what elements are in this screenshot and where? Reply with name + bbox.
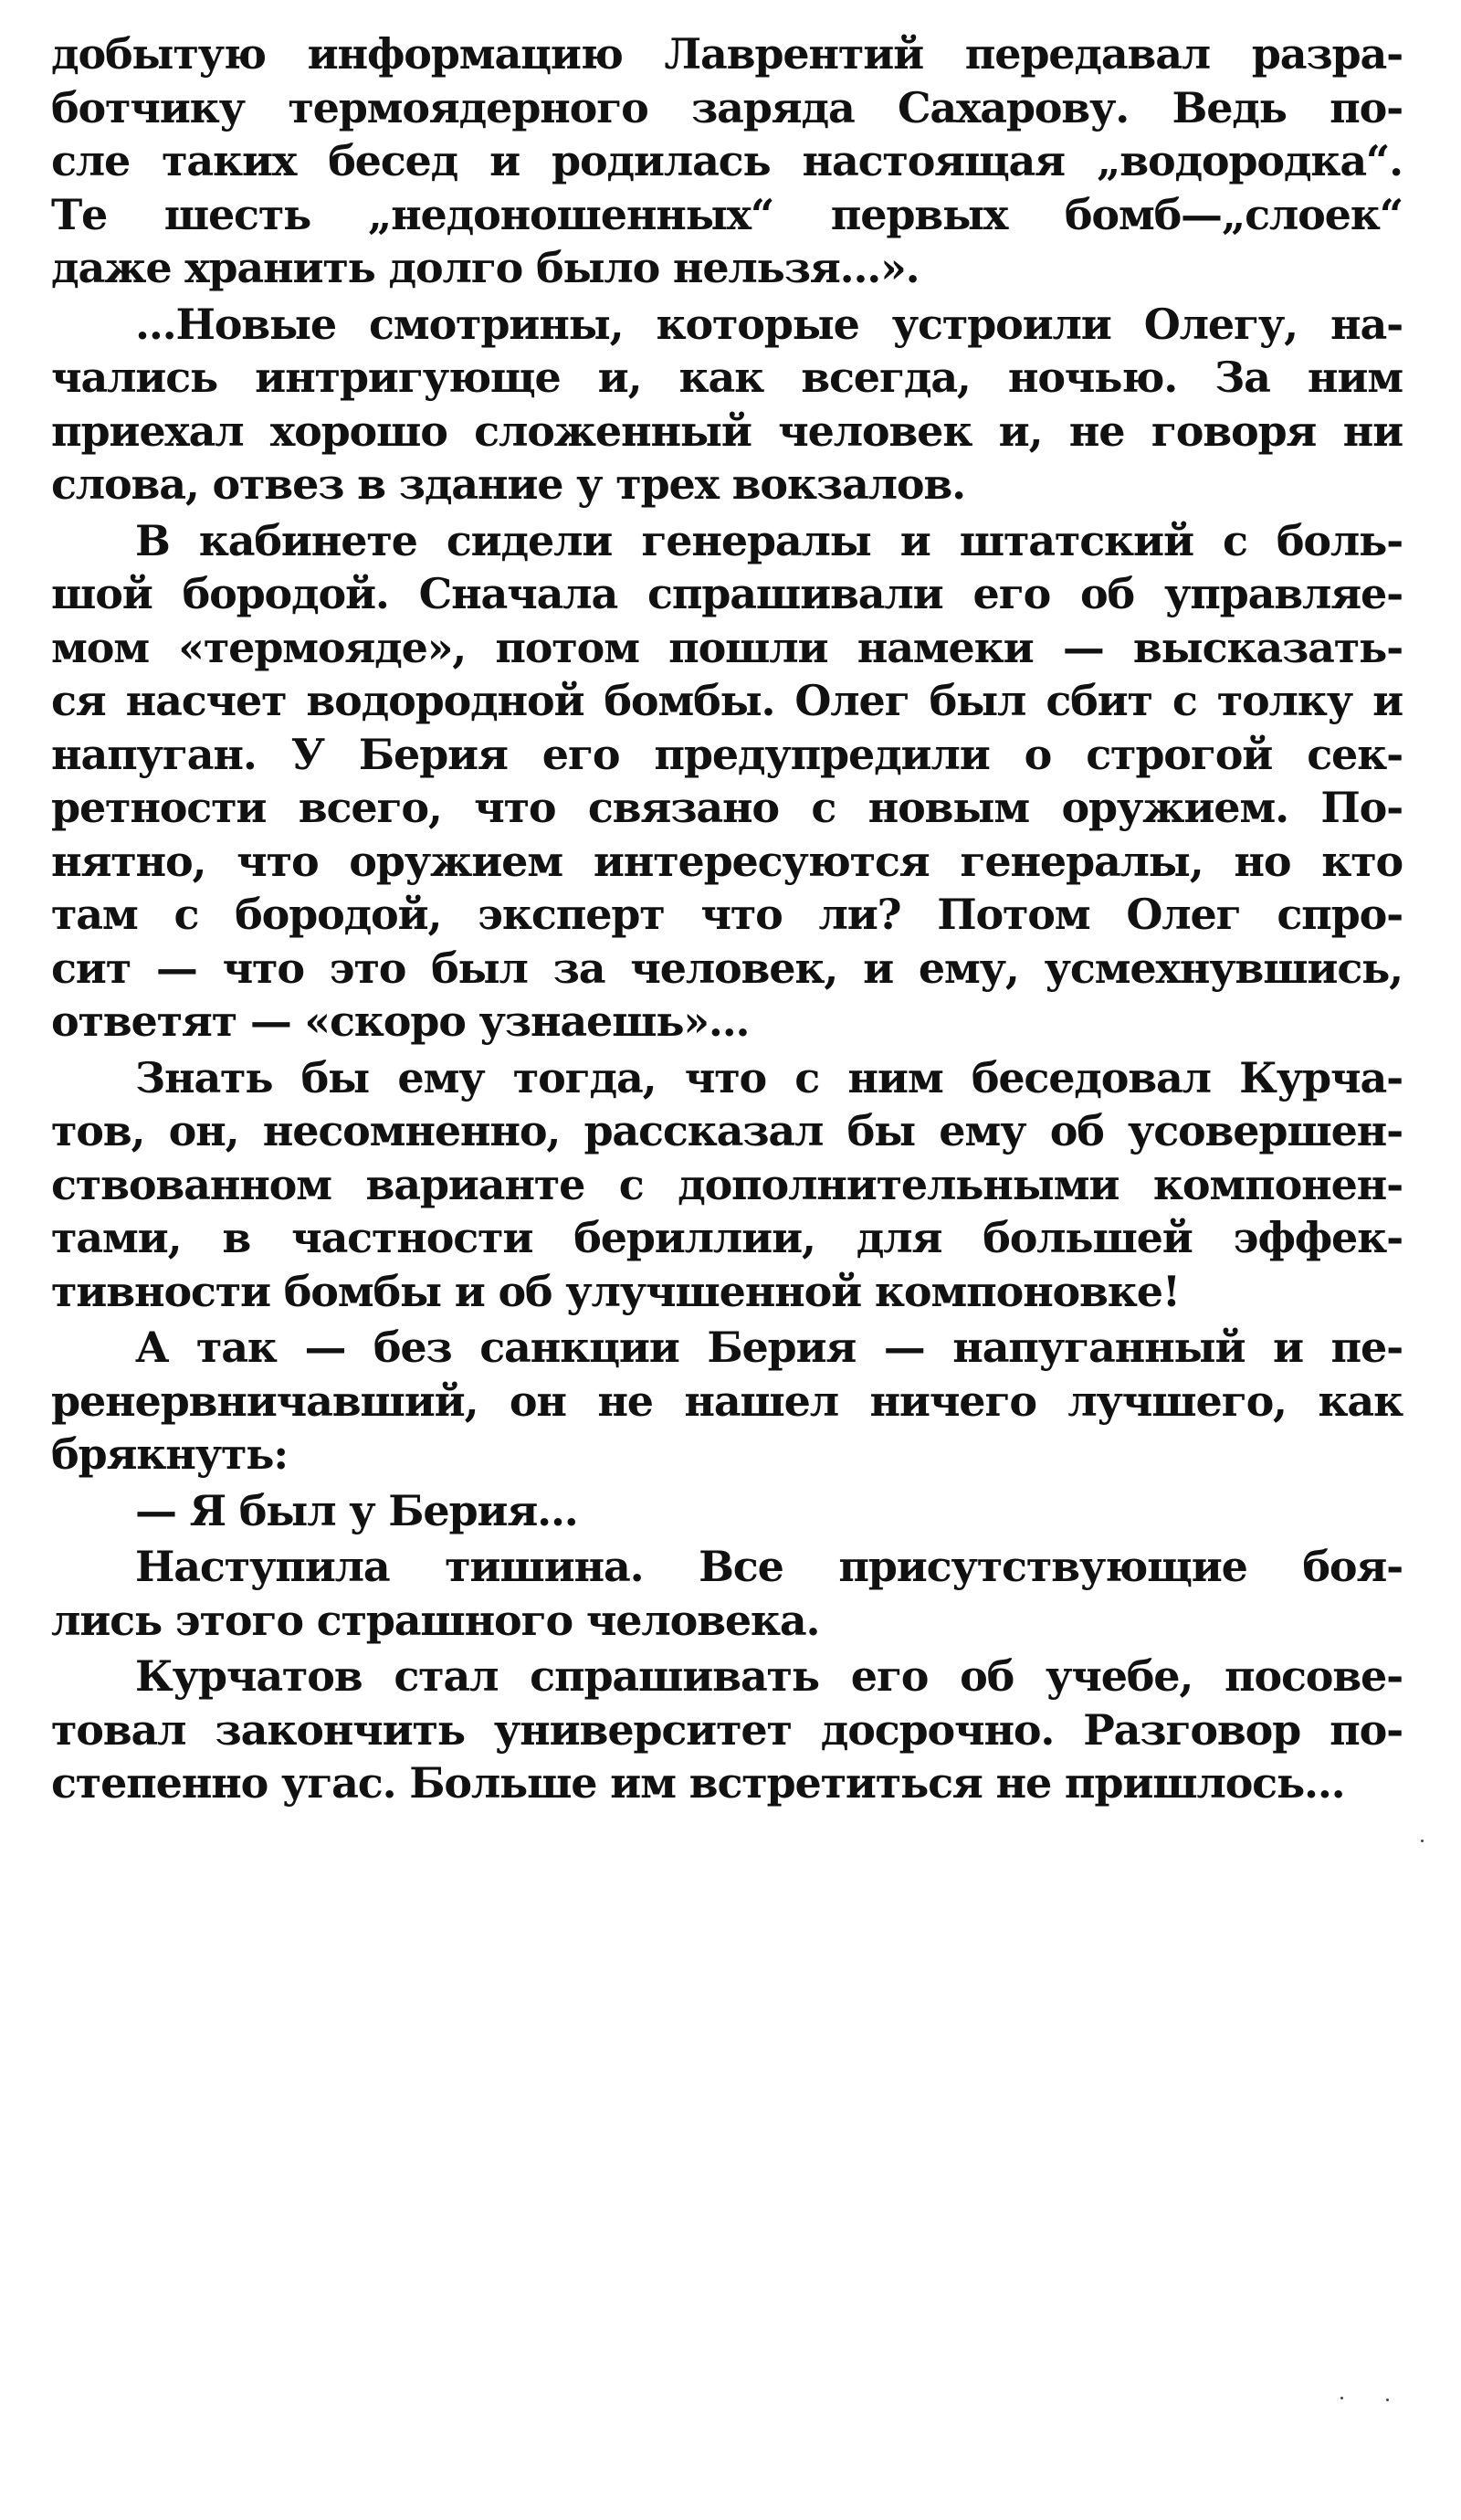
text-line: В кабинете сидели генералы и штатский с боль- (135, 515, 1403, 565)
text-line: шой бородой. Сначала спрашивали его об управляе- (51, 569, 1403, 618)
text-line: Наступила тишина. Все присутствующие боя- (135, 1542, 1403, 1591)
paragraph-8 (51, 1650, 1403, 1810)
scan-speck (1421, 1840, 1424, 1842)
text-line: ся насчет водородной бомбы. Олег был сбит с толку и (51, 676, 1403, 725)
text-line: Курчатов стал спрашивать его об учебе, посове- (135, 1651, 1403, 1701)
text-line: напуган. У Берия его предупредили о строгой сек- (51, 729, 1403, 779)
text-line: тами, в частности бериллии, для большей эффек- (51, 1213, 1403, 1262)
paragraph-2 (51, 298, 1403, 511)
paragraph-6 (51, 1484, 1403, 1538)
text-line: ствованном варианте с дополнительными компонен- (51, 1159, 1403, 1209)
text-line: лись этого страшного человека. (51, 1595, 820, 1645)
book-page-text (51, 27, 1403, 1813)
text-line: ретности всего, что связано с новым оружием. По- (51, 783, 1403, 832)
text-line: ренервничавший, он не нашел ничего лучшего, как (51, 1376, 1403, 1426)
text-line: — Я был у Берия... (135, 1485, 578, 1535)
paragraph-7 (51, 1540, 1403, 1647)
scan-speck (1386, 2399, 1389, 2401)
text-line: тов, он, несомненно, рассказал бы ему об усовершен- (51, 1106, 1403, 1155)
text-line: А так — без санкции Берия — напуганный и пе- (135, 1323, 1403, 1372)
text-line: приехал хорошо сложенный человек и, не говоря ни (51, 406, 1403, 456)
text-line: Те шесть „недоношенных“ первых бомб—„слоек“ (51, 189, 1403, 239)
scan-speck (1340, 2397, 1343, 2399)
text-line: ...Новые смотрины, которые устроили Олегу, на- (135, 299, 1403, 349)
text-line: сит — что это был за человек, и ему, усмехнувшись, (51, 943, 1403, 993)
text-line: добытую информацию Лаврентий передавал разра- (51, 29, 1403, 79)
text-line: брякнуть: (51, 1429, 289, 1479)
paragraph-3 (51, 514, 1403, 1049)
text-line: чались интригующе и, как всегда, ночью. За ним (51, 353, 1403, 402)
paragraph-5 (51, 1321, 1403, 1481)
text-line: тивности бомбы и об улучшенной компоновке! (51, 1266, 1180, 1316)
text-line: сле таких бесед и родилась настоящая „водородка“. (51, 136, 1403, 185)
text-line: товал закончить университет досрочно. Разговор по- (51, 1704, 1403, 1755)
text-line: мом «термояде», потом пошли намеки — высказать- (51, 622, 1403, 672)
text-line: ответят — «скоро узнаешь»... (51, 996, 750, 1046)
text-line: ботчику термоядерного заряда Сахарову. Ведь по- (51, 82, 1403, 132)
text-line: степенно угас. Больше им встретиться не пришлось... (51, 1758, 1345, 1808)
text-line: Знать бы ему тогда, что с ним беседовал Курча- (135, 1052, 1403, 1102)
paragraph-4 (51, 1051, 1403, 1319)
paragraph-1 (51, 27, 1403, 295)
text-line: слова, отвез в здание у трех вокзалов. (51, 459, 965, 509)
text-line: нятно, что оружием интересуются генералы, но кто (51, 836, 1403, 886)
text-line: даже хранить долго было нельзя...». (51, 243, 920, 292)
text-line: там с бородой, эксперт что ли? Потом Олег спро- (51, 890, 1403, 939)
